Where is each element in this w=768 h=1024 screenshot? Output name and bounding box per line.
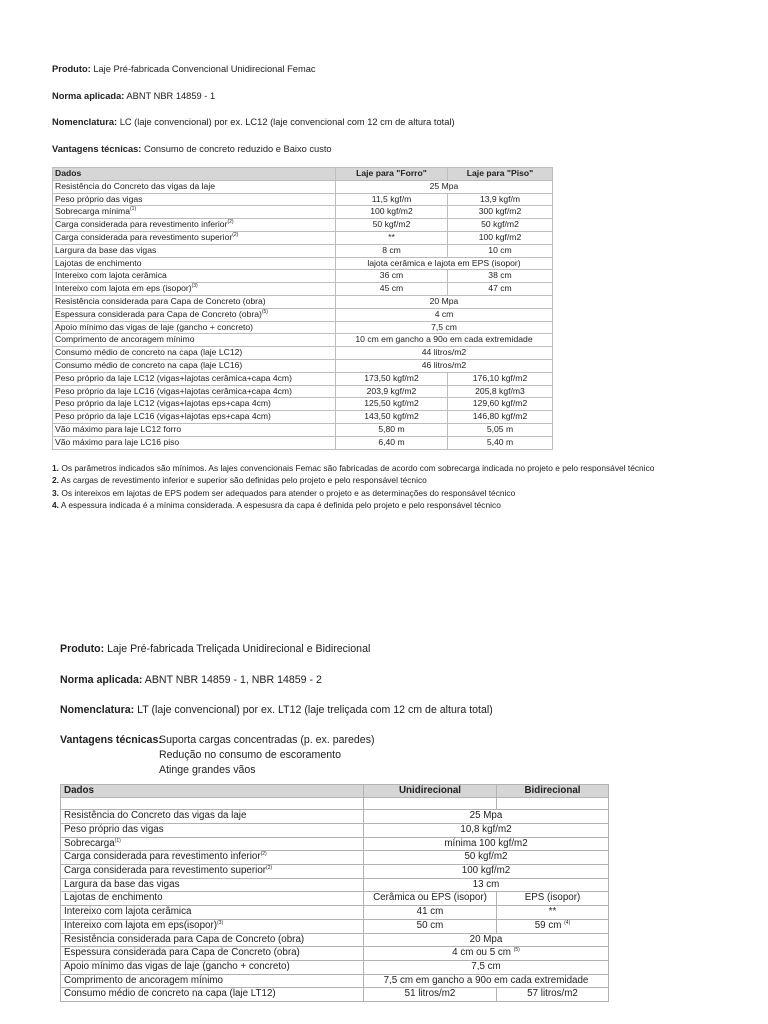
row-value	[364, 947, 609, 961]
row-label-text: Intereixo com lajota em eps (isopor)	[55, 283, 192, 294]
row-value	[336, 372, 448, 385]
row-value	[448, 385, 553, 398]
row-label	[53, 334, 336, 347]
row-label	[61, 837, 364, 851]
row-label	[53, 180, 336, 193]
table-row	[61, 810, 609, 824]
produto-line	[60, 641, 720, 672]
row-label	[53, 398, 336, 411]
row-value-text: 7,5 cm	[431, 321, 457, 332]
row-label-text: Comprimento de ancoragem mínimo	[64, 974, 223, 986]
row-label-text: Intereixo com lajota em eps(isopor)	[64, 919, 218, 931]
row-value	[364, 906, 497, 920]
norma-value: ABNT NBR 14859 - 1	[126, 90, 216, 101]
row-label-text: Peso próprio da laje LC12 (vigas+lajotas cerâmica+capa 4cm)	[55, 372, 292, 383]
row-value-text: 129,60 kgf/m2	[472, 398, 528, 409]
row-label-text: Apoio mínimo das vigas de laje (gancho + concreto)	[64, 960, 290, 972]
footnote-number: 1.	[52, 462, 59, 473]
row-value-text: 44 litros/m2	[421, 347, 467, 358]
row-value-text: 5,80 m	[378, 423, 405, 434]
row-label-text: Consumo médio de concreto na capa (laje LC12)	[55, 347, 243, 358]
footnote-ref: (3)	[217, 919, 224, 926]
row-value	[448, 372, 553, 385]
header-dados: Dados	[53, 168, 336, 181]
table-row	[53, 206, 553, 219]
header-bidirecional: Bidirecional	[497, 784, 609, 798]
row-label-text: Peso próprio das vigas	[55, 193, 143, 204]
row-value	[364, 892, 497, 906]
spec-table-trelicada	[60, 784, 609, 1003]
table-row	[53, 398, 553, 411]
row-value-text: 5,05 m	[486, 423, 514, 434]
row-value-text: lajota cerâmica e lajota em EPS (isopor)	[367, 257, 521, 268]
row-label	[61, 919, 364, 933]
row-value-text: 100 kgf/m2	[478, 231, 522, 242]
table-row	[53, 244, 553, 257]
row-value-text: 10,8 kgf/m2	[460, 823, 512, 835]
row-label-text: Resistência do Concreto das vigas da laje	[64, 810, 247, 822]
row-value-text: 25 Mpa	[429, 180, 459, 191]
table-row	[53, 180, 553, 193]
footnote-ref: (2)	[260, 851, 267, 858]
row-value	[497, 988, 609, 1002]
footnotes	[52, 462, 722, 512]
row-value-text: **	[388, 231, 395, 242]
nomenclatura-label: Nomenclatura:	[60, 704, 135, 716]
row-value-text: 38 cm	[488, 270, 512, 281]
row-label	[53, 257, 336, 270]
nomenclatura-line	[52, 115, 722, 142]
row-value-text: 50 cm	[416, 919, 444, 931]
row-value	[448, 206, 553, 219]
row-value	[336, 436, 448, 449]
vantagens-label: Vantagens técnicas:	[52, 143, 142, 154]
row-label-text: Resistência considerada para Capa de Concreto (obra)	[64, 933, 305, 945]
row-value-text: Cerâmica ou EPS (isopor)	[373, 892, 487, 904]
table-row	[53, 423, 553, 436]
row-label-text: Peso próprio da laje LC12 (vigas+lajotas eps+capa 4cm)	[55, 398, 271, 409]
row-value-text: 45 cm	[379, 283, 404, 294]
row-value-text: 25 Mpa	[469, 810, 503, 822]
row-label	[61, 960, 364, 974]
row-value	[336, 193, 448, 206]
row-label	[61, 878, 364, 892]
row-value-text: 57 litros/m2	[527, 988, 578, 1000]
row-label	[61, 933, 364, 947]
section-laje-trelicada	[60, 641, 720, 1002]
row-value	[364, 974, 609, 988]
row-value	[364, 865, 609, 879]
row-value-text: 50 kgf/m2	[372, 219, 411, 230]
row-value	[336, 398, 448, 411]
row-value-text: mínima 100 kgf/m2	[444, 837, 528, 849]
table-row	[61, 837, 609, 851]
row-value	[497, 906, 609, 920]
row-value	[364, 919, 497, 933]
vantagens-list	[159, 733, 375, 780]
row-label-text: Peso próprio da laje LC16 (vigas+lajotas eps+capa 4cm)	[55, 411, 271, 422]
table-row	[53, 231, 553, 244]
row-label-text: Largura da base das vigas	[55, 244, 157, 255]
table-row	[53, 334, 553, 347]
row-value-text: 300 kgf/m2	[478, 206, 522, 217]
row-value	[336, 295, 553, 308]
section-laje-convencional	[52, 62, 722, 512]
table-row	[53, 308, 553, 321]
row-value	[336, 219, 448, 232]
vantagens-label: Vantagens técnicas:	[60, 733, 162, 746]
row-value-text: 13,9 kgf/m	[479, 193, 521, 204]
row-value-text: 46 litros/m2	[421, 359, 467, 370]
table-row	[53, 436, 553, 449]
produto-label: Produto:	[60, 643, 105, 655]
row-value	[336, 423, 448, 436]
table-row	[53, 411, 553, 424]
row-value	[336, 270, 448, 283]
nomenclatura-value: LT (laje convencional) por ex. LT12 (laje treliçada com 12 cm de altura total)	[137, 704, 493, 716]
spec-table-convencional	[52, 167, 553, 450]
row-value	[448, 231, 553, 244]
table-row	[53, 193, 553, 206]
table-row	[53, 372, 553, 385]
table-row	[61, 919, 609, 933]
vantagem-item: Redução no consumo de escoramento	[159, 748, 341, 761]
footnote-text: As cargas de revestimento inferior e superior são definidas pelo projeto e pelo responsável técnico	[60, 475, 427, 486]
footnote-ref: (5)	[513, 947, 520, 954]
table-row	[53, 270, 553, 283]
footnote-number: 2.	[52, 475, 59, 486]
footnote-ref: (4)	[564, 919, 571, 926]
row-value	[448, 436, 553, 449]
row-value	[336, 257, 553, 270]
row-value-text: 100 kgf/m2	[370, 206, 413, 217]
row-label	[53, 244, 336, 257]
row-value-text: 4 cm	[434, 308, 454, 319]
nomenclatura-line	[60, 702, 720, 733]
header-forro: Laje para "Forro"	[336, 168, 448, 181]
footnote-ref: (2)	[232, 231, 239, 238]
table-row	[61, 960, 609, 974]
produto-label: Produto:	[52, 64, 91, 74]
norma-line	[60, 672, 720, 703]
row-value-text: 59 cm	[534, 919, 562, 931]
row-value	[364, 878, 609, 892]
row-value	[336, 359, 553, 372]
row-value-text: 10 cm	[488, 244, 512, 255]
footnote	[52, 487, 722, 500]
blank-row	[61, 798, 609, 810]
table-row	[61, 974, 609, 988]
table-row	[61, 823, 609, 837]
table-row	[53, 359, 553, 372]
row-value-text: 205,8 kgf/m3	[475, 385, 525, 396]
produto-value: Laje Pré-fabricada Treliçada Unidirecional e Bidirecional	[107, 643, 371, 655]
footnote-ref: (2)	[227, 219, 234, 226]
row-value	[448, 270, 553, 283]
row-label	[61, 810, 364, 824]
row-value-text: 143,50 kgf/m2	[364, 411, 419, 422]
footnote-number: 3.	[52, 487, 59, 498]
row-value-text: 6,40 m	[378, 436, 405, 447]
row-value-text: 4 cm ou 5 cm	[452, 947, 511, 959]
row-label-text: Carga considerada para revestimento inferior	[64, 851, 261, 863]
nomenclatura-value: LC (laje convencional) por ex. LC12 (laje convencional com 12 cm de altura total)	[119, 117, 455, 127]
footnote-ref: (3)	[191, 283, 198, 290]
row-value	[336, 244, 448, 257]
footnote	[52, 462, 722, 475]
vantagens-line	[52, 142, 722, 169]
row-value-text: 176,10 kgf/m2	[472, 372, 528, 383]
table-row	[53, 347, 553, 360]
row-label-text: Vão máximo para laje LC16 piso	[55, 436, 180, 447]
row-label	[61, 865, 364, 879]
row-label	[53, 411, 336, 424]
table-row	[61, 878, 609, 892]
row-value-text: 11,5 kgf/m	[371, 193, 412, 204]
row-label-text: Carga considerada para revestimento superior	[64, 865, 267, 877]
row-label	[53, 283, 336, 296]
row-label	[53, 385, 336, 398]
row-value	[448, 411, 553, 424]
footnote-text: Os intereixos em lajotas de EPS podem ser adequados para atender o projeto e as determinações do responsável técnico	[61, 487, 516, 498]
row-label-text: Peso próprio da laje LC16 (vigas+lajotas cerâmica+capa 4cm)	[55, 385, 292, 396]
table-row	[61, 906, 609, 920]
row-label	[61, 906, 364, 920]
norma-line	[52, 89, 722, 116]
row-label-text: Resistência do Concreto das vigas da laje	[55, 180, 216, 191]
row-value	[336, 283, 448, 296]
table-row	[53, 219, 553, 232]
row-value-text: 8 cm	[382, 244, 401, 255]
row-value-text: 7,5 cm em gancho a 90o em cada extremidade	[383, 974, 589, 986]
table-row	[53, 283, 553, 296]
row-value	[336, 206, 448, 219]
table-header	[53, 168, 553, 181]
row-label-text: Sobrecarga mínima	[55, 206, 130, 217]
nomenclatura-label: Nomenclatura:	[52, 117, 118, 127]
row-value	[364, 837, 609, 851]
row-label	[61, 851, 364, 865]
row-label	[53, 308, 336, 321]
row-value-text: 50 kgf/m2	[481, 219, 519, 230]
produto-value: Laje Pré-fabricada Convencional Unidirecional Femac	[93, 64, 316, 74]
row-value	[448, 193, 553, 206]
row-label-text: Lajotas de enchimento	[55, 257, 142, 268]
row-label	[53, 206, 336, 219]
row-label	[53, 193, 336, 206]
vantagens-block	[60, 733, 720, 780]
row-label	[61, 892, 364, 906]
row-label-text: Vão máximo para laje LC12 forro	[55, 423, 182, 434]
row-label	[61, 947, 364, 961]
norma-label: Norma aplicada:	[52, 90, 125, 101]
row-label	[53, 359, 336, 372]
table-header	[61, 784, 609, 798]
row-label	[53, 347, 336, 360]
row-value	[364, 933, 609, 947]
row-value-text: 50 kgf/m2	[464, 851, 508, 863]
table-row	[61, 892, 609, 906]
table-row	[53, 257, 553, 270]
row-label-text: Carga considerada para revestimento inferior	[55, 219, 228, 230]
table-row	[61, 851, 609, 865]
footnote-text: Os parâmetros indicados são mínimos. As lajes convencionais Femac são fabricadas de acordo com sobrecarga indicada no projeto e pelo responsável técnico	[61, 462, 655, 473]
footnote	[52, 474, 722, 487]
vantagem-item: Suporta cargas concentradas (p. ex. paredes)	[159, 733, 375, 746]
row-value	[364, 988, 497, 1002]
table-row	[53, 295, 553, 308]
row-value-text: **	[548, 906, 557, 918]
row-label-text: Carga considerada para revestimento superior	[55, 231, 233, 242]
row-label	[53, 436, 336, 449]
table-row	[61, 988, 609, 1002]
row-value	[364, 810, 609, 824]
row-label	[53, 372, 336, 385]
table-row	[53, 385, 553, 398]
row-label-text: Comprimento de ancoragem mínimo	[55, 334, 195, 345]
row-value	[336, 347, 553, 360]
row-value	[448, 423, 553, 436]
table-row	[61, 947, 609, 961]
row-value	[448, 244, 553, 257]
footnote-text: A espessura indicada é a mínima considerada. A espesusra da capa é definida pelo projeto e pelo responsável técnico	[60, 500, 501, 511]
row-value-text: 13 cm	[472, 878, 500, 890]
header-dados: Dados	[61, 784, 364, 798]
footnote	[52, 499, 722, 512]
row-value-text: 20 Mpa	[469, 933, 503, 945]
row-label-text: Lajotas de enchimento	[64, 892, 163, 904]
row-label-text: Intereixo com lajota cerâmica	[64, 906, 192, 918]
row-value-text: 100 kgf/m2	[461, 865, 511, 877]
row-value	[336, 231, 448, 244]
row-label-text: Sobrecarga	[64, 837, 115, 849]
row-value-text: 173,50 kgf/m2	[364, 372, 419, 383]
footnote-ref: (1)	[114, 837, 121, 844]
row-label-text: Consumo médio de concreto na capa (laje LC16)	[55, 359, 243, 370]
row-label-text: Resistência considerada para Capa de Concreto (obra)	[55, 295, 266, 306]
row-value-text: 20 Mpa	[429, 295, 459, 306]
row-value	[497, 892, 609, 906]
row-label-text: Largura da base das vigas	[64, 878, 180, 890]
footnote-ref: (2)	[266, 865, 273, 872]
row-label	[61, 823, 364, 837]
row-value	[336, 411, 448, 424]
row-label-text: Consumo médio de concreto na capa (laje LT12)	[64, 988, 276, 1000]
row-label-text: Peso próprio das vigas	[64, 823, 164, 835]
row-value	[336, 334, 553, 347]
row-label	[53, 321, 336, 334]
table-row	[61, 865, 609, 879]
row-value	[448, 219, 553, 232]
row-value-text: 125,50 kgf/m2	[364, 398, 419, 409]
footnote-ref: (1)	[130, 206, 137, 213]
footnote-ref: (5)	[261, 308, 268, 315]
footnote-number: 4.	[52, 500, 59, 511]
row-value	[364, 851, 609, 865]
vantagem-item: Atinge grandes vãos	[159, 763, 256, 776]
row-value	[336, 180, 553, 193]
row-value-text: 7,5 cm	[471, 960, 501, 972]
row-value-text: EPS (isopor)	[524, 892, 581, 904]
row-label	[61, 988, 364, 1002]
row-label	[53, 219, 336, 232]
row-value	[364, 960, 609, 974]
row-label	[53, 295, 336, 308]
row-label-text: Apoio mínimo das vigas de laje (gancho + concreto)	[55, 321, 254, 332]
header-unidirecional: Unidirecional	[364, 784, 497, 798]
row-value	[448, 398, 553, 411]
row-label-text: Espessura considerada para Capa de Concreto (obra)	[64, 947, 300, 959]
row-value-text: 146,80 kgf/m2	[472, 411, 528, 422]
row-value-text: 47 cm	[488, 283, 512, 294]
vantagens-value: Consumo de concreto reduzido e Baixo custo	[144, 143, 332, 154]
row-label	[61, 974, 364, 988]
produto-line	[52, 62, 722, 89]
row-value-text: 51 litros/m2	[404, 988, 456, 1000]
norma-value: ABNT NBR 14859 - 1, NBR 14859 - 2	[144, 673, 322, 686]
header-piso: Laje para "Piso"	[448, 168, 553, 181]
row-value-text: 5,40 m	[486, 436, 514, 447]
norma-label: Norma aplicada:	[60, 673, 143, 686]
row-value	[364, 823, 609, 837]
table-row	[61, 933, 609, 947]
row-label	[53, 231, 336, 244]
row-value-text: 41 cm	[416, 906, 444, 918]
row-value-text: 203,9 kgf/m2	[366, 385, 417, 396]
row-value	[497, 919, 609, 933]
row-value	[336, 385, 448, 398]
row-label-text: Espessura considerada para Capa de Concreto (obra)	[55, 308, 262, 319]
row-label	[53, 270, 336, 283]
row-label	[53, 423, 336, 436]
row-value	[448, 283, 553, 296]
row-label-text: Intereixo com lajota cerâmica	[55, 270, 167, 281]
row-value	[336, 321, 553, 334]
row-value-text: 36 cm	[379, 270, 404, 281]
row-value-text: 10 cm em gancho a 90o em cada extremidade	[355, 334, 533, 345]
row-value	[336, 308, 553, 321]
table-row	[53, 321, 553, 334]
